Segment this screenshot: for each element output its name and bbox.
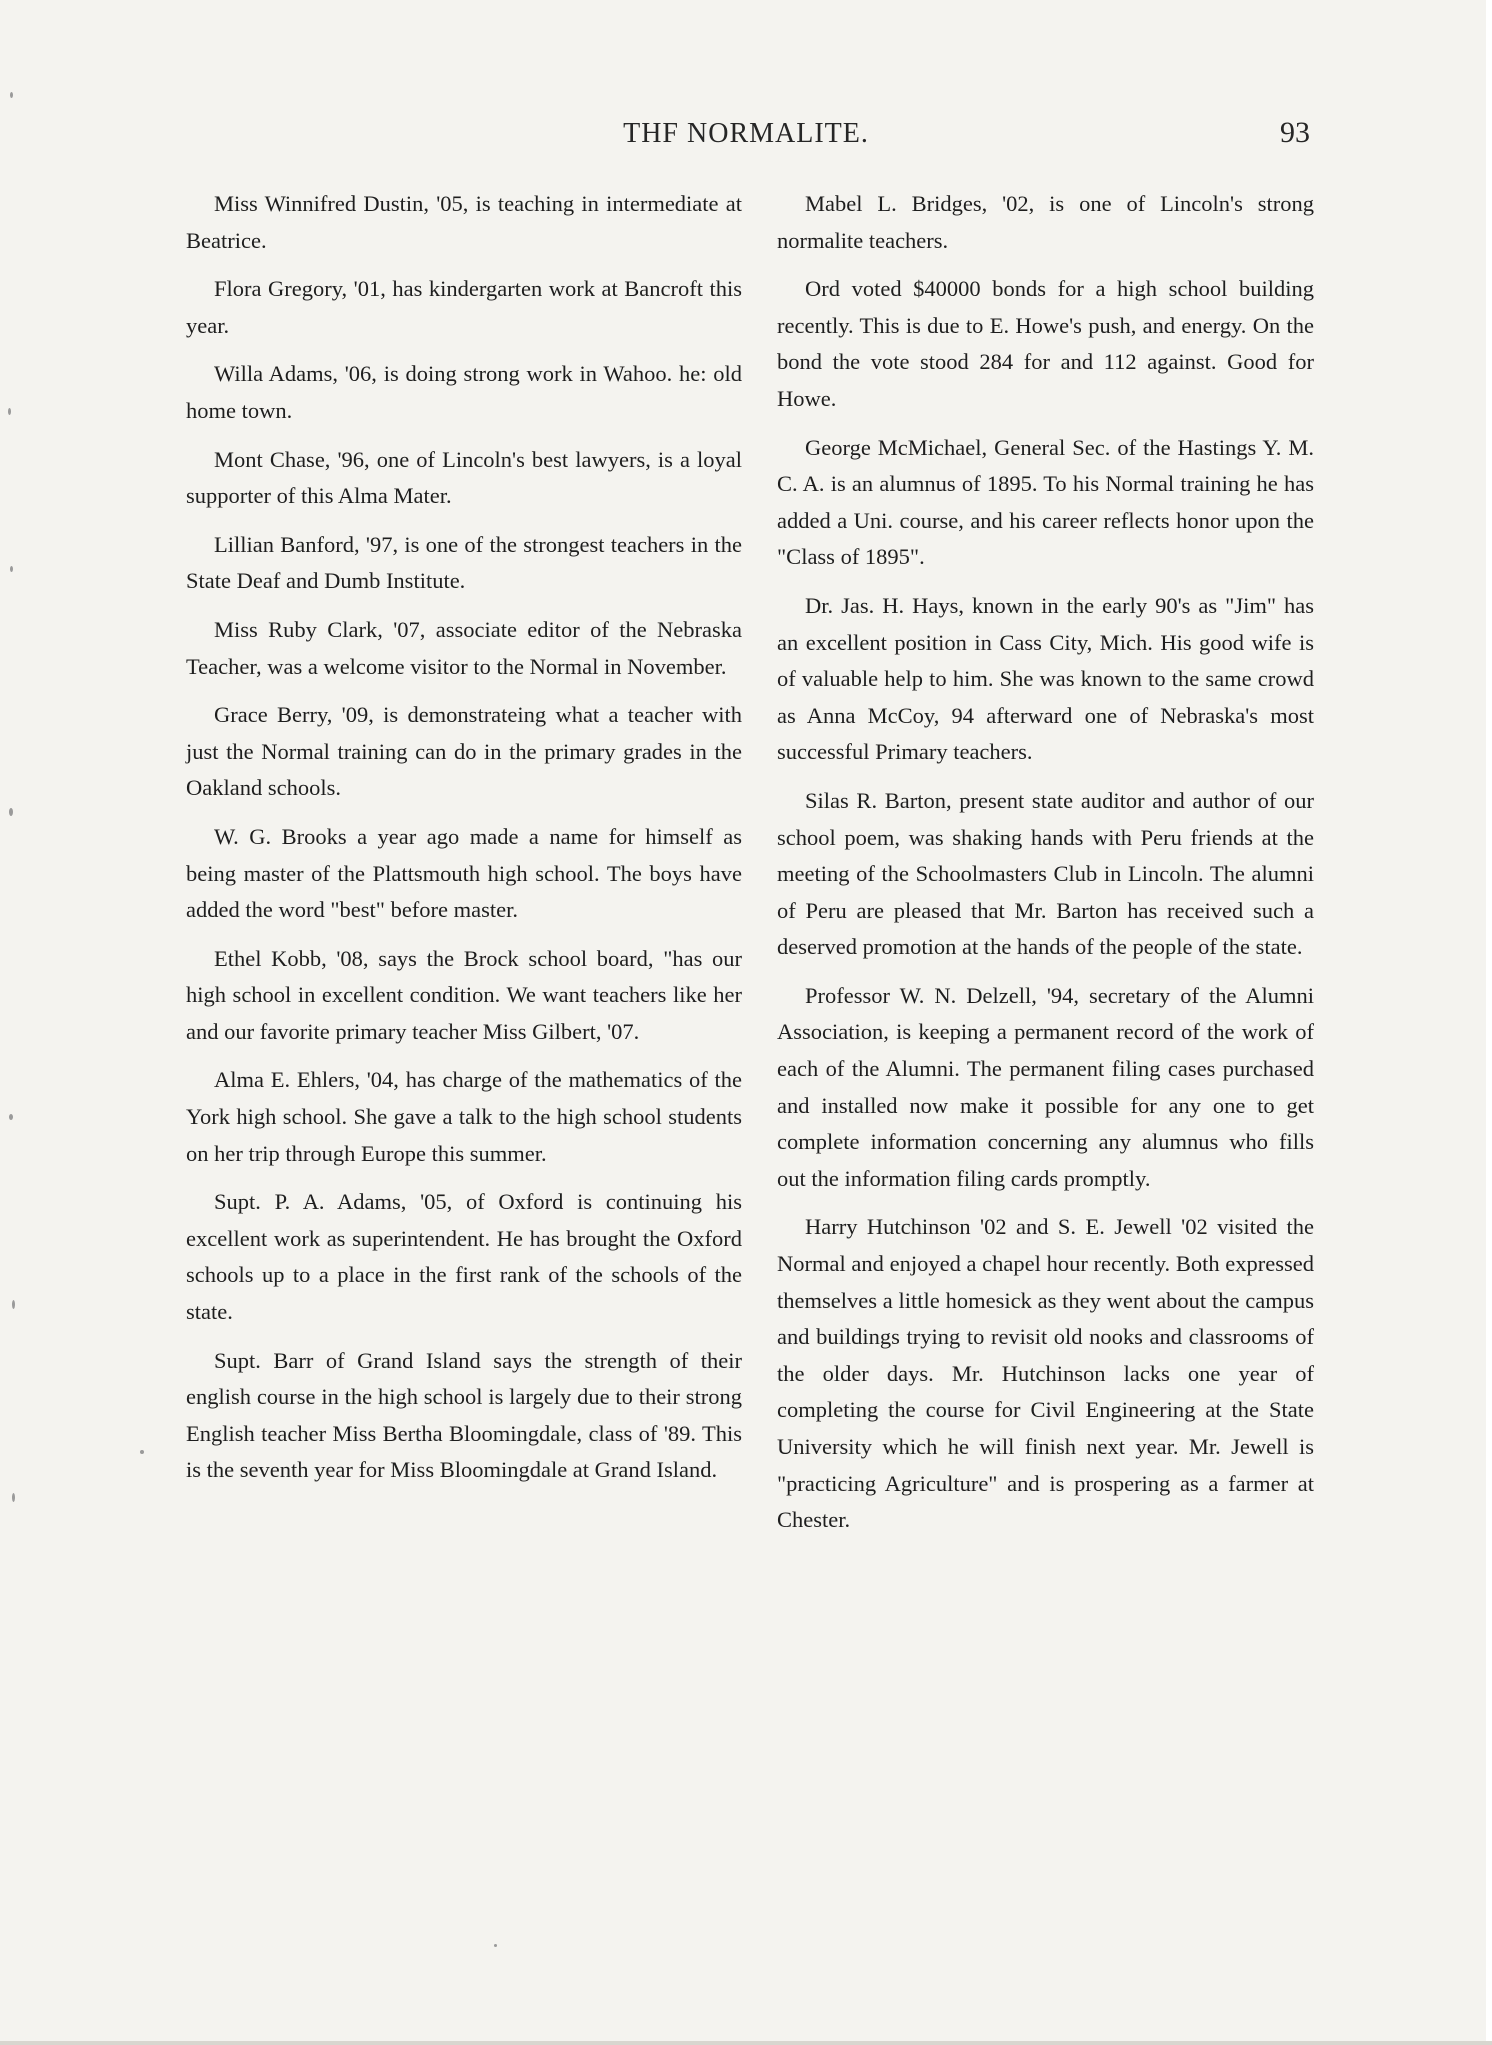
paragraph-grace-berry: Grace Berry, '09, is demonstrateing what a teacher with just the Normal training can do in the primary grades in the Oakland schools.	[186, 702, 742, 801]
page-edge	[1486, 0, 1492, 2045]
scan-speck	[10, 566, 13, 572]
paragraph-mabel-bridges: Mabel L. Bridges, '02, is one of Lincoln's strong normalite teachers.	[777, 191, 1314, 253]
running-head: THF NORMALITE.	[623, 118, 869, 149]
scan-speck	[12, 1493, 15, 1502]
paragraph-hutchinson-jewell: Harry Hutchinson '02 and S. E. Jewell '02 visited the Normal and enjoyed a chapel hour recently. Both expressed themselves a little homesick as they went about the campus and buildings trying to revisit old nooks and classrooms of the older days. Mr. Hutchinson lacks one year of completing the course for Civil Engineering at the State University which he will finish next year. Mr. Jewell is "practicing Agriculture" and is prospering as a farmer at Chester.	[777, 1214, 1314, 1533]
paragraph-ord-bonds: Ord voted $40000 bonds for a high school building recently. This is due to E. Howe's push, and energy. On the bond the vote stood 284 for and 112 against. Good for Howe.	[777, 276, 1314, 411]
paragraph-ruby-clark: Miss Ruby Clark, '07, associate editor of the Nebraska Teacher, was a welcome visitor to the Normal in November.	[186, 616, 742, 679]
paragraph-supt-barr: Supt. Barr of Grand Island says the strength of their english course in the high school is largely due to their strong English teacher Miss Bertha Bloomingdale, class of '89. This is the seventh year for Miss Bloomingdale at Grand Island.	[186, 1347, 742, 1483]
paragraph-lillian-banford: Lillian Banford, '97, is one of the strongest teachers in the State Deaf and Dumb Institute.	[186, 531, 742, 594]
paragraph-flora-gregory: Flora Gregory, '01, has kindergarten work at Bancroft this year.	[186, 276, 742, 338]
scan-speck	[494, 1944, 497, 1947]
page-number: 93	[1280, 116, 1310, 149]
paragraph-alma-ehlers: Alma E. Ehlers, '04, has charge of the mathematics of the York high school. She gave a talk to the high school students on her trip through Europe this summer.	[186, 1067, 742, 1166]
scan-speck	[140, 1450, 144, 1454]
paragraph-ethel-kobb: Ethel Kobb, '08, says the Brock school board, "has our high school in excellent condition. We want teachers like her and our favorite primary teacher Miss Gilbert, '07.	[186, 945, 742, 1044]
scan-speck	[9, 1114, 13, 1120]
scan-speck	[10, 92, 13, 98]
paragraph-jas-hays: Dr. Jas. H. Hays, known in the early 90's as "Jim" has an excellent position in Cass City, Mich. His good wife is of valuable help to him. She was known to the same crowd as Anna McCoy, 94 afterward one of Nebraska's most successful Primary teachers.	[777, 592, 1314, 765]
paragraph-silas-barton: Silas R. Barton, present state auditor and author of our school poem, was shaking hands with Peru friends at the meeting of the Schoolmasters Club in Lincoln. The alumni of Peru are pleased that Mr. Barton has received such a deserved promotion at the hands of the people of the state.	[777, 787, 1314, 960]
left-column	[186, 186, 742, 1501]
scan-speck	[9, 808, 13, 816]
scan-speck	[8, 408, 11, 415]
paragraph-wn-delzell: Professor W. N. Delzell, '94, secretary of the Alumni Association, is keeping a permanent record of the work of each of the Alumni. The permanent filing cases purchased and installed now make it possible for any one to get complete information concerning any alumnus who fills out the information filing cards promptly.	[777, 982, 1314, 1191]
paragraph-george-mcmichael: George McMichael, General Sec. of the Hastings Y. M. C. A. is an alumnus of 1895. To his Normal training he has added a Uni. course, and his career reflects honor upon the "Class of 1895".	[777, 434, 1314, 570]
paragraph-winnifred-dustin: Miss Winnifred Dustin, '05, is teaching in intermediate at Beatrice.	[186, 191, 742, 253]
scan-speck	[12, 1300, 15, 1309]
right-column	[777, 186, 1314, 1551]
paragraph-mont-chase: Mont Chase, '96, one of Lincoln's best lawyers, is a loyal supporter of this Alma Mater.	[186, 446, 742, 509]
page-bottom-edge	[0, 2041, 1492, 2045]
paragraph-willa-adams: Willa Adams, '06, is doing strong work in Wahoo. he: old home town.	[186, 361, 742, 423]
paragraph-pa-adams: Supt. P. A. Adams, '05, of Oxford is continuing his excellent work as superintendent. He has brought the Oxford schools up to a place in the first rank of the schools of the state.	[186, 1189, 742, 1325]
paragraph-wg-brooks: W. G. Brooks a year ago made a name for himself as being master of the Plattsmouth high school. The boys have added the word "best" before master.	[186, 823, 742, 923]
